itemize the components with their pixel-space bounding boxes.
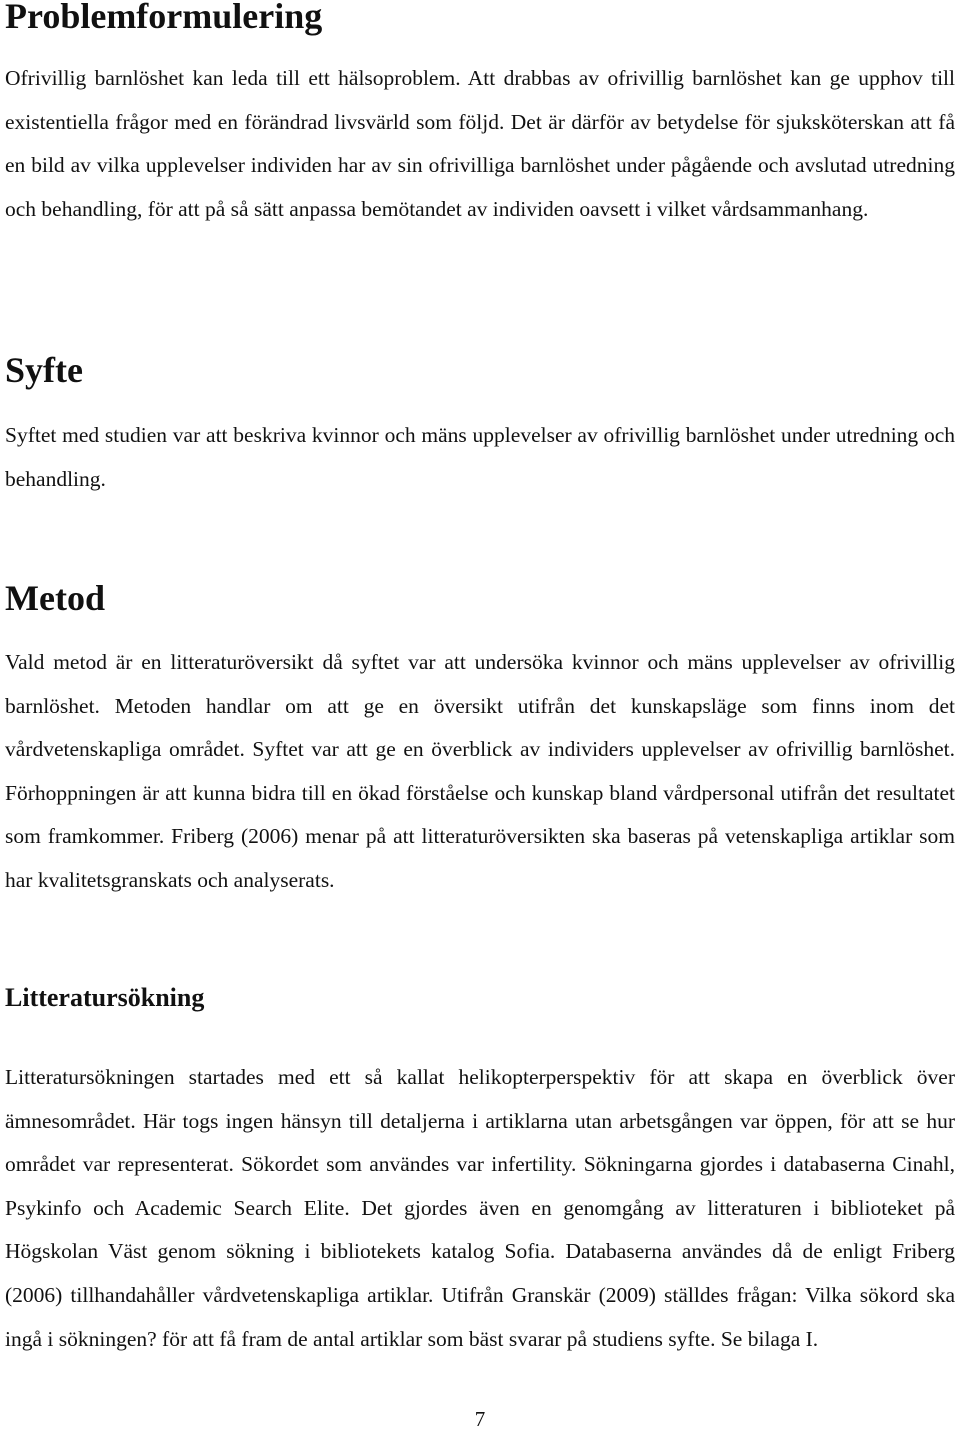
heading-syfte: Syfte: [5, 350, 83, 390]
page-number: 7: [474, 1407, 486, 1431]
paragraph-syfte: Syftet med studien var att beskriva kvinnor och mäns upplevelser av ofrivillig barnlöshet under utredning och behandling.: [5, 423, 955, 491]
paragraph-problemformulering: Ofrivillig barnlöshet kan leda till ett hälsoproblem. Att drabbas av ofrivillig barnlöshet kan ge upphov till existentiella frågor med en förändrad livsvärld som följd. Det är därför av betydelse för sjuksköterskan att få en bild av vilka upplevelser individen har av sin ofrivilliga barnlöshet under pågående och avslutad utredning och behandling, för att på så sätt anpassa bemötandet av individen oavsett i vilket vårdsammanhang.: [5, 66, 955, 221]
heading-metod: Metod: [5, 578, 105, 618]
paragraph-metod: Vald metod är en litteraturöversikt då syftet var att undersöka kvinnor och mäns upplevelser av ofrivillig barnlöshet. Metoden handlar om att ge en översikt utifrån det kunskapsläge som finns inom det vårdvetenskapliga området. Syftet var att ge en överblick av individers upplevelser av ofrivillig barnlöshet. Förhoppningen är att kunna bidra till en ökad förståelse och kunskap bland vårdpersonal utifrån det resultatet som framkommer. Friberg (2006) menar på att litteraturöversikten ska baseras på vetenskapliga artiklar som har kvalitetsgranskats och analyserats.: [5, 650, 955, 892]
paragraph-litteratursokning: Litteratursökningen startades med ett så kallat helikopterperspektiv för att skapa en överblick över ämnesområdet. Här togs ingen hänsyn till detaljerna i artiklarna utan arbetsgången var öppen, för att se hur området var representerat. Sökordet som användes var infertility. Sökningarna gjordes i databaserna Cinahl, Psykinfo och Academic Search Elite. Det gjordes även en genomgång av litteraturen i biblioteket på Högskolan Väst genom sökning i bibliotekets katalog Sofia. Databaserna användes då de enligt Friberg (2006) tillhandahåller vårdvetenskapliga artiklar. Utifrån Granskär (2009) ställdes frågan: Vilka sökord ska ingå i sökningen? för att få fram de antal artiklar som bäst svarar på studiens syfte. Se bilaga I.: [5, 1065, 955, 1351]
heading-litteratursokning: Litteratursökning: [5, 983, 205, 1012]
heading-problemformulering: Problemformulering: [5, 0, 323, 36]
